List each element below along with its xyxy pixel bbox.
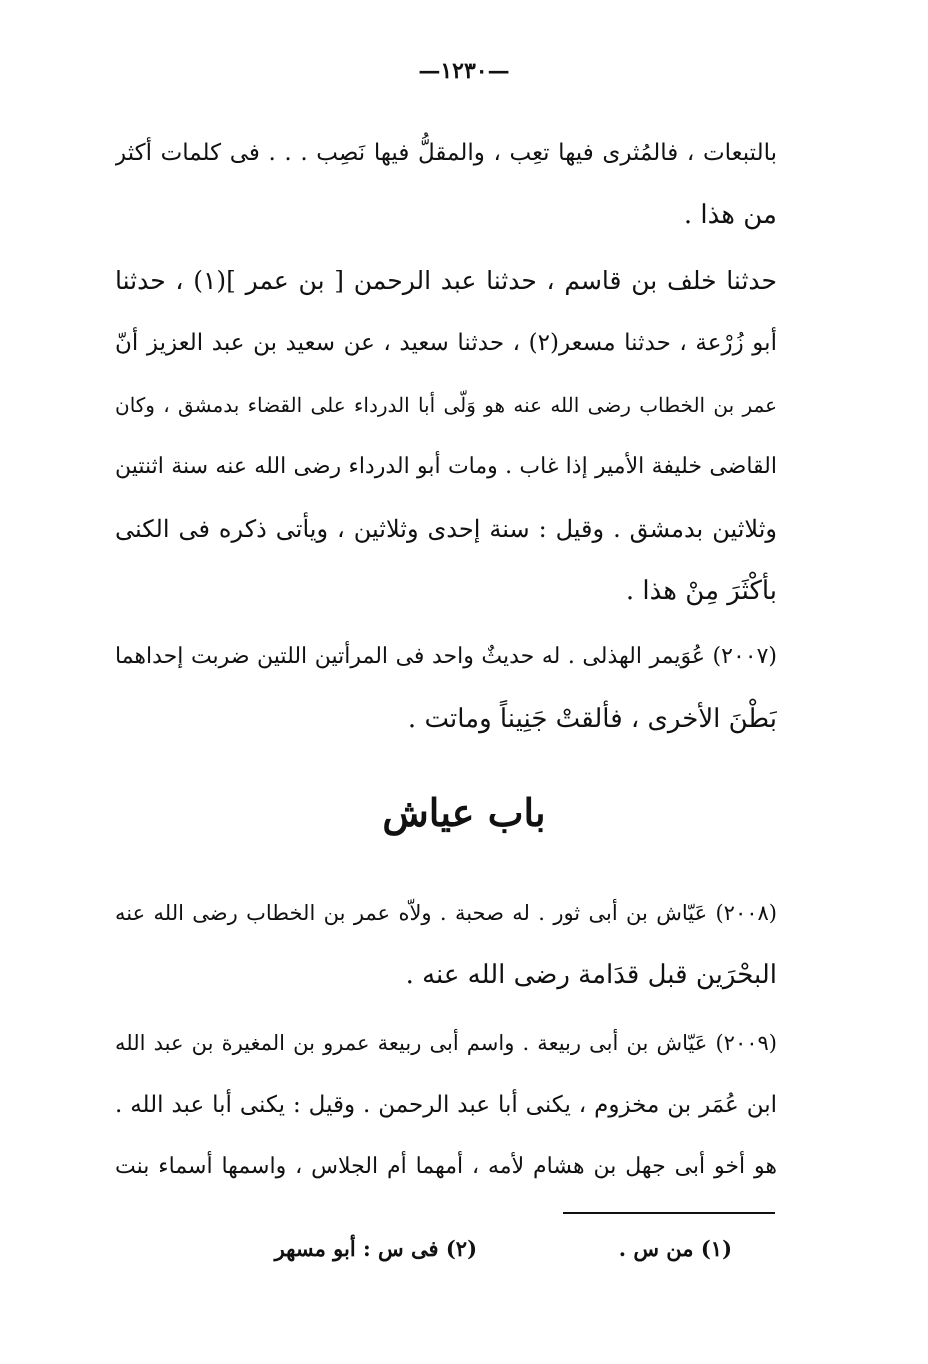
section-heading: باب عياش [382, 790, 546, 835]
footnote-divider [563, 1212, 775, 1214]
paragraph-4 [115, 882, 777, 1006]
footnotes [115, 1236, 777, 1276]
text-line: هو أخو أبى جهل بن هشام لأمه ، أمهما أم الجلاس ، واسمها أسماء بنت [115, 1154, 777, 1179]
text-line: من هذا . [683, 200, 777, 230]
page-number: —١٢٣٠— [418, 58, 510, 84]
text-line: (٢٠٠٩) عَيّاش بن أبى ربيعة . واسم أبى ربيعة عمرو بن المغيرة بن عبد الله [115, 1031, 777, 1055]
paragraph-3 [115, 626, 777, 750]
text-line: ابن عُمَر بن مخزوم ، يكنى أبا عبد الرحمن . وقيل : يكنى أبا عبد الله . [115, 1092, 777, 1118]
footnote-1: (١) من س . [618, 1236, 732, 1261]
footnote-2: (٢) فى س : أبو مسهر [274, 1236, 477, 1261]
text-line: وثلاثين بدمشق . وقيل : سنة إحدى وثلاثين ، ويأتى ذكره فى الكنى [115, 515, 777, 543]
paragraph-1 [115, 122, 777, 246]
text-line: بأكْثَرَ مِنْ هذا . [625, 576, 777, 606]
paragraph-2 [115, 250, 777, 622]
text-line: بَطْنَ الأخرى ، فألقتْ جَنِيناً وماتت . [407, 704, 777, 734]
text-line: (٢٠٠٨) عَيّاش بن أبى ثور . له صحبة . ولاّه عمر بن الخطاب رضى الله عنه [115, 901, 777, 925]
text-line: القاضى خليفة الأمير إذا غاب . ومات أبو الدرداء رضى الله عنه سنة اثنتين [115, 454, 777, 479]
text-line: عمر بن الخطاب رضى الله عنه هو وَلّى أبا الدرداء على القضاء بدمشق ، وكان [115, 393, 777, 417]
text-line: أبو زُرْعة ، حدثنا مسعر(٢) ، حدثنا سعيد ، عن سعيد بن عبد العزيز أنّ [115, 330, 777, 356]
paragraph-5 [115, 1012, 777, 1198]
text-line: حدثنا خلف بن قاسم ، حدثنا عبد الرحمن [ بن عمر ](١) ، حدثنا [115, 266, 777, 295]
text-line: بالتبعات ، فالمُثرى فيها تعِب ، والمقلُّ فيها نَصِب . . . فى كلمات أكثر [115, 140, 777, 166]
text-line: (٢٠٠٧) عُوَيمر الهذلى . له حديثٌ واحد فى المرأتين اللتين ضربت إحداهما [115, 644, 777, 669]
text-line: البحْرَين قبل قدَامة رضى الله عنه . [405, 960, 777, 990]
